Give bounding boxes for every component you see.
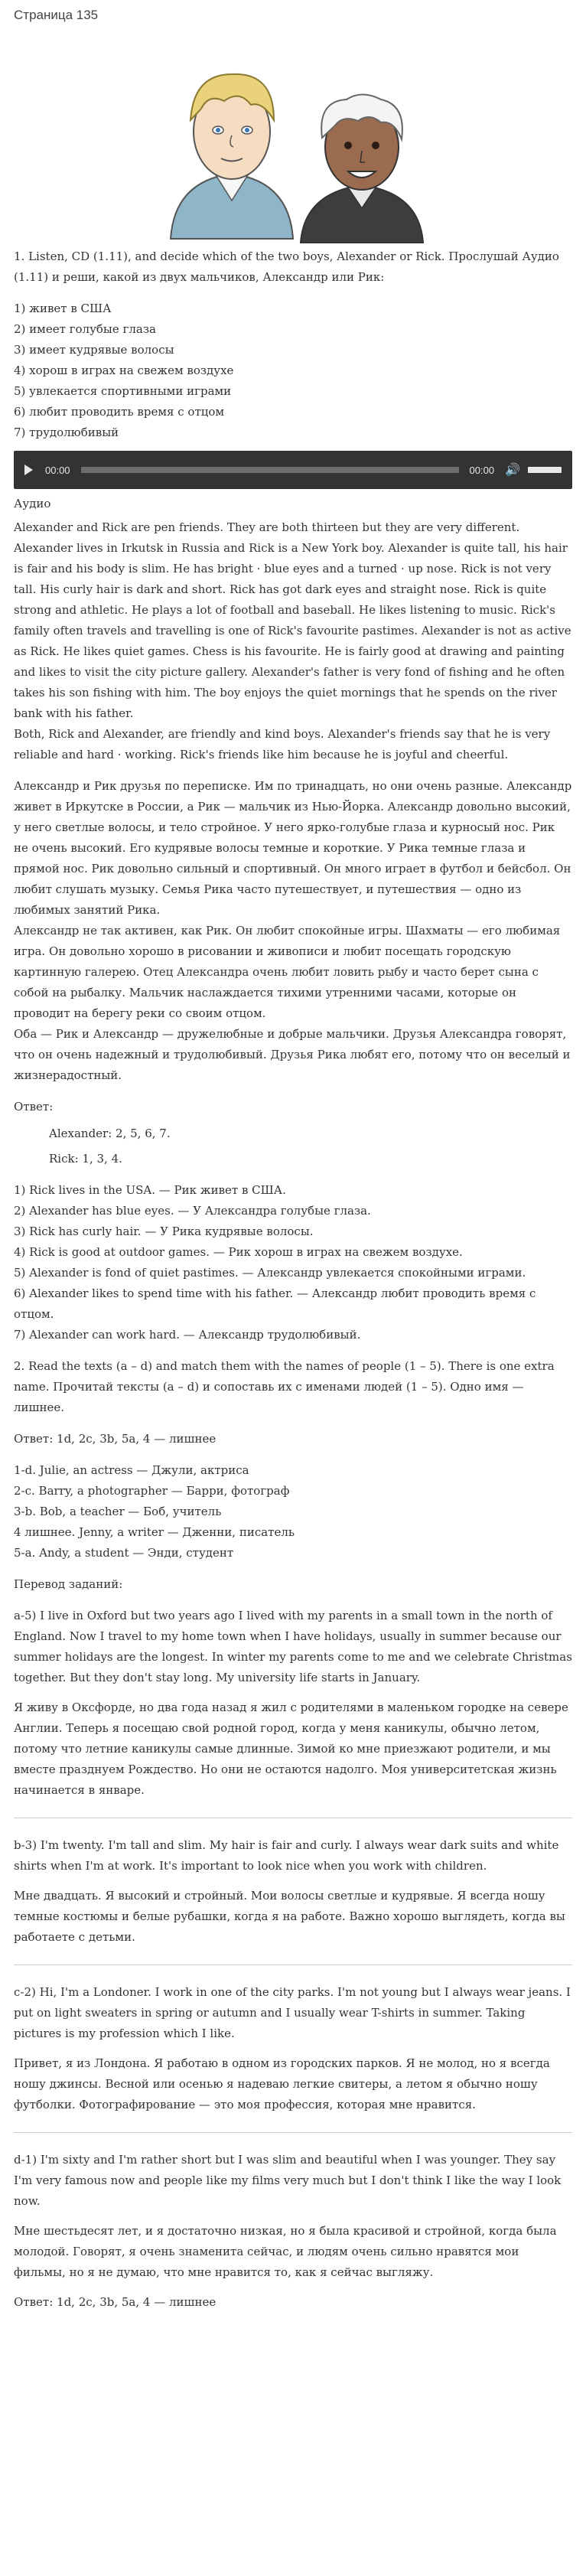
rick-portrait	[301, 95, 423, 243]
answer-rick: Rick: 1, 3, 4.	[49, 1152, 122, 1166]
answer-line: 2) Alexander has blue eyes. — У Александра голубые глаза.	[14, 1204, 371, 1218]
name-match: 5-a. Andy, a student — Энди, студент	[14, 1546, 234, 1560]
russian-text-paragraph: Оба — Рик и Александр — дружелюбные и добрые мальчики. Друзья Александра говорят, что он очень надежный и трудолюбивый. Друзья Рика любят его, потому что он веселый и жизнерадостный.	[14, 1027, 571, 1082]
answer-line: 3) Rick has curly hair. — У Рика кудрявые волосы.	[14, 1224, 314, 1238]
text-english: c-2) Hi, I'm a Londoner. I work in one of the city parks. I'm not young but I always wear jeans. I put on light sweaters in spring or autumn and I usually wear T-shirts in summer. Taking pictures is my profession which I like.	[14, 1985, 571, 2040]
answer-line: 6) Alexander likes to spend time with his father. — Александр любит проводить время с отцом.	[14, 1286, 536, 1321]
task1-item: 6) любит проводить время с отцом	[14, 405, 225, 419]
text-b	[14, 1835, 572, 1948]
audio-player[interactable]	[14, 451, 572, 489]
answer-line: 7) Alexander can work hard. — Александр трудолюбивый.	[14, 1328, 361, 1342]
answer-lines	[14, 1180, 572, 1345]
task1-item: 2) имеет голубые глаза	[14, 322, 156, 336]
final-answer: Ответ: 1d, 2c, 3b, 5a, 4 — лишнее	[14, 2295, 216, 2309]
task2-section	[14, 1356, 572, 1595]
answer-title: Ответ:	[14, 1100, 54, 1114]
two-boys-illustration	[117, 47, 469, 246]
text-d	[14, 2150, 572, 2283]
russian-text-paragraph: Александр и Рик друзья по переписке. Им по тринадцать, но они очень разные. Александр живет в Иркутске в России, а Рик — мальчик из Нью-Йорка. Александр довольно высокий, у него светлые волосы, и тело стройное. У него ярко-голубые глаза и курносый нос. Рик не очень высокий. Его кудрявые волосы темные и короткие. У Рика темные глаза и прямой нос. Рик довольно сильный и спортивный. Он много играет в футбол и бейсбол. Он любит слушать музыку. Семья Рика часто путешествует, и путешествия — одно из любимых занятий Рика.	[14, 779, 572, 917]
answer-line: 4) Rick is good at outdoor games. — Рик хорош в играх на свежем воздухе.	[14, 1245, 463, 1259]
task1-items	[14, 298, 572, 443]
answer-alexander: Alexander: 2, 5, 6, 7.	[49, 1127, 171, 1140]
text-english: a-5) I live in Oxford but two years ago I lived with my parents in a small town in the north of England. Now I travel to my home town when I have holidays, usually in summer because our summer holidays are the longest. In winter my parents come to me and we celebrate Christmas together. But they don't stay long. My university life starts in January.	[14, 1609, 572, 1684]
text-russian: Мне шестьдесят лет, и я достаточно низкая, но я была красивой и стройной, когда была молодой. Говорят, я очень знаменита сейчас, и людям очень сильно нравятся мои фильмы, но я не думаю, что мне нравится то, как я сейчас выгляжу.	[14, 2224, 557, 2279]
task1-section	[14, 246, 572, 443]
answer-line: 5) Alexander is fond of quiet pastimes. — Александр увлекается спокойными играми.	[14, 1266, 526, 1280]
text-a	[14, 1606, 572, 1801]
translation-title: Перевод заданий:	[14, 1577, 123, 1591]
divider	[14, 2132, 572, 2133]
task1-instructions: 1. Listen, CD (1.11), and decide which of the two boys, Alexander or Rick. Прослушай Аудио (1.11) и реши, какой из двух мальчиков, Александр или Рик:	[14, 249, 559, 284]
text-english: b-3) I'm twenty. I'm tall and slim. My hair is fair and curly. I always wear dark suits and white shirts when I'm at work. It's important to look nice when you work with children.	[14, 1838, 559, 1873]
russian-text-paragraph: Александр не так активен, как Рик. Он любит спокойные игры. Шахматы — его любимая игра. Он довольно хорошо в рисовании и живописи и любит посещать городскую картинную галерею. Отец Александра очень любит ловить рыбу и часто берет сына с собой на рыбалку. Мальчик наслаждается тихими утренними часами, которые он проводит на берегу реки со своим отцом.	[14, 924, 561, 1020]
audio-progress-track[interactable]	[81, 467, 459, 473]
volume-icon[interactable]: 🔊	[505, 463, 520, 477]
page-title: Страница 135	[14, 8, 99, 22]
text-c	[14, 1982, 572, 2115]
task1-item: 7) трудолюбивый	[14, 426, 119, 439]
alexander-portrait	[171, 74, 293, 239]
text-russian: Я живу в Оксфорде, но два года назад я жил с родителями в маленьком городке на севере Англии. Теперь я посещаю свой родной город, когда у меня каникулы, обычно летом, потому что летние каникулы самые длинные. Зимой ко мне приезжают родители, и мы вместе празднуем Рождество. Но они не остаются надолго. Моя университетская жизнь начинается в январе.	[14, 1700, 568, 1797]
task1-item: 5) увлекается спортивными играми	[14, 384, 232, 398]
task1-item: 4) хорош в играх на свежем воздухе	[14, 364, 234, 377]
name-match: 3-b. Bob, a teacher — Боб, учитель	[14, 1505, 222, 1518]
task1-item: 3) имеет кудрявые волосы	[14, 343, 174, 357]
task1-item: 1) живет в США	[14, 302, 112, 315]
english-text-paragraph: Both, Rick and Alexander, are friendly and kind boys. Alexander's friends say that he is very reliable and hard · working. Rick's friends like him because he is joyful and cheerful.	[14, 727, 551, 761]
answer-summary	[14, 1123, 572, 1169]
audio-label: Аудио	[14, 497, 51, 510]
name-match: 2-c. Barry, a photographer — Барри, фотограф	[14, 1484, 290, 1498]
text-russian: Мне двадцать. Я высокий и стройный. Мои волосы светлые и кудрявые. Я всегда ношу темные костюмы и белые рубашки, когда я на работе. Важно хорошо выглядеть, когда вы работаете с детьми.	[14, 1889, 565, 1944]
task2-names	[14, 1460, 572, 1564]
volume-slider[interactable]	[528, 467, 562, 473]
name-match: 4 лишнее. Jenny, a writer — Дженни, писатель	[14, 1525, 295, 1539]
current-time: 00:00	[45, 464, 70, 476]
total-time: 00:00	[469, 464, 495, 476]
play-icon[interactable]	[24, 465, 33, 475]
english-text-paragraph: Alexander and Rick are pen friends. They are both thirteen but they are very different. Alexander lives in Irkutsk in Russia and Rick is a New York boy. Alexander is quite tall, his hair is fair and his body is slim. He has bright · blue eyes and a turned · up nose. Rick is not very tall. His curly hair is dark and short. Rick has got dark eyes and straight nose. Rick is quite strong and athletic. He plays a lot of football and baseball. He likes listening to music. Rick's family often travels and travelling is one of Rick's favourite pastimes. Alexander is not as active as Rick. He likes quiet games. Chess is his favourite. He is fairly good at drawing and painting and likes to visit the city picture gallery. Alexander's father is very fond of fishing and he often takes his son fishing with him. The boy enjoys the quiet mornings that he spends on the river bank with his father.	[14, 520, 571, 720]
answer-line: 1) Rick lives in the USA. — Рик живет в США.	[14, 1183, 286, 1197]
text-russian: Привет, я из Лондона. Я работаю в одном из городских парков. Я не молод, но я всегда ношу джинсы. Весной или осенью я надеваю легкие свитеры, а летом я обычно ношу футболки. Фотографирование — это моя профессия, которая мне нравится.	[14, 2056, 550, 2111]
text-english: d-1) I'm sixty and I'm rather short but I was slim and beautiful when I was younger. They say I'm very famous now and people like my films very much but I don't think I like the way I look now.	[14, 2153, 562, 2208]
name-match: 1-d. Julie, an actress — Джули, актриса	[14, 1463, 249, 1477]
task2-answer: Ответ: 1d, 2c, 3b, 5a, 4 — лишнее	[14, 1432, 216, 1446]
task2-instructions: 2. Read the texts (a – d) and match them with the names of people (1 – 5). There is one extra name. Прочитай тексты (a – d) и сопоставь их с именами людей (1 – 5). Одно имя — лишнее.	[14, 1359, 555, 1414]
